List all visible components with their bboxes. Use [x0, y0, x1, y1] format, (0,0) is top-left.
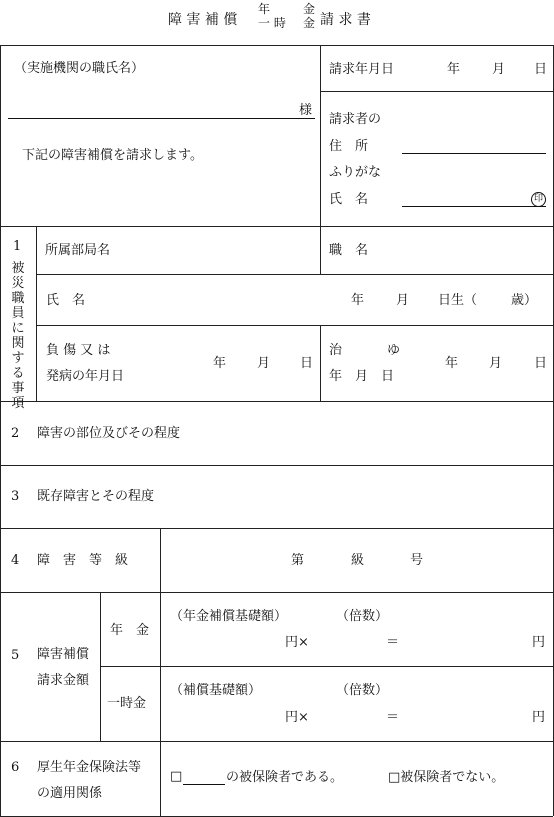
injury-label-1: 負 傷 又 は	[46, 343, 111, 358]
title-kin-top: 金	[303, 2, 316, 16]
birth-sai: 歳）	[511, 293, 538, 308]
section5-label-2: 請求金額	[37, 673, 90, 688]
birth-nen: 年	[351, 293, 365, 308]
insured-text: の被保険者である。	[226, 770, 344, 785]
section6-label-2: の適用関係	[37, 786, 103, 801]
furigana-label: ふりがな	[329, 165, 382, 180]
department-label: 所属部局名	[45, 243, 111, 258]
cure-label-1b: ゆ	[387, 343, 401, 358]
institution-line	[8, 118, 315, 119]
insured-checkbox[interactable]: □	[170, 769, 183, 784]
pension-yen-times: 円×	[285, 635, 309, 650]
position-label: 職 名	[329, 243, 369, 258]
title-suffix: 請 求 書	[320, 12, 371, 28]
cure-label-1a: 治	[329, 343, 343, 358]
pension-yen: 円	[532, 635, 546, 650]
pension-base-label: （年金補償基礎額）	[170, 609, 288, 624]
lump-multiplier-label: （倍数）	[336, 683, 389, 698]
employee-name-label: 氏 名	[46, 293, 86, 308]
not-insured-option[interactable]: □被保険者でない。	[388, 770, 505, 785]
grade-dai: 第	[291, 553, 305, 568]
grade-kyu: 級	[351, 553, 365, 568]
section5-label-1: 障害補償	[37, 647, 90, 662]
grade-go: 号	[410, 553, 424, 568]
cure-tsuki: 月	[489, 356, 503, 371]
lump-equals: ＝	[386, 710, 400, 725]
lump-yen-times: 円×	[285, 710, 309, 725]
pension-label: 年 金	[110, 623, 150, 638]
section6-number: 6	[11, 760, 20, 775]
seal-mark: 印	[531, 192, 546, 207]
birth-seibi: 日生（	[438, 293, 478, 308]
section1-vertical-label: 被災職員に関する事項	[11, 261, 25, 411]
claimant-label: 請求者の	[329, 112, 382, 127]
pension-multiplier-label: （倍数）	[336, 609, 389, 624]
section5-number: 5	[11, 648, 20, 663]
request-date-nen: 年	[447, 62, 461, 77]
cure-nen: 年	[445, 356, 459, 371]
sama-label: 様	[299, 103, 313, 118]
section6-label-1: 厚生年金保険法等	[37, 760, 142, 775]
section3-label: 既存障害とその程度	[37, 489, 155, 504]
injury-label-2: 発病の年月日	[46, 369, 125, 384]
section3-number: 3	[11, 489, 20, 504]
section2-label: 障害の部位及びその程度	[37, 426, 181, 441]
request-date-hi: 日	[534, 62, 548, 77]
address-line	[402, 153, 546, 154]
cure-hi: 日	[534, 356, 548, 371]
name-label: 氏 名	[329, 192, 369, 207]
pension-equals: ＝	[386, 635, 400, 650]
title-ichiji: 一 時	[258, 16, 286, 30]
section4-number: 4	[11, 553, 20, 568]
request-date-label: 請求年月日	[329, 62, 395, 77]
institution-label: （実施機関の職氏名）	[14, 61, 145, 76]
request-text: 下記の障害補償を請求します。	[22, 148, 203, 163]
section2-number: 2	[11, 426, 20, 441]
injury-tsuki: 月	[257, 356, 271, 371]
request-date-tsuki: 月	[492, 62, 506, 77]
section1-number: 1	[13, 239, 22, 254]
lump-base-label: （補償基礎額）	[170, 683, 262, 698]
cure-label-2: 年 月 日	[329, 369, 395, 384]
injury-nen: 年	[213, 356, 227, 371]
insurance-type-blank[interactable]	[183, 784, 225, 785]
address-label: 住 所	[329, 139, 369, 154]
section4-label: 障 害 等 級	[37, 553, 129, 568]
title-kin-bottom: 金	[303, 16, 316, 30]
lump-yen: 円	[532, 710, 546, 725]
title-nen: 年	[258, 2, 271, 16]
lump-sum-label: 一時金	[107, 696, 147, 711]
injury-hi: 日	[300, 356, 314, 371]
birth-tsuki: 月	[396, 293, 410, 308]
title-prefix: 障 害 補 償	[168, 12, 238, 28]
name-line	[402, 206, 546, 207]
